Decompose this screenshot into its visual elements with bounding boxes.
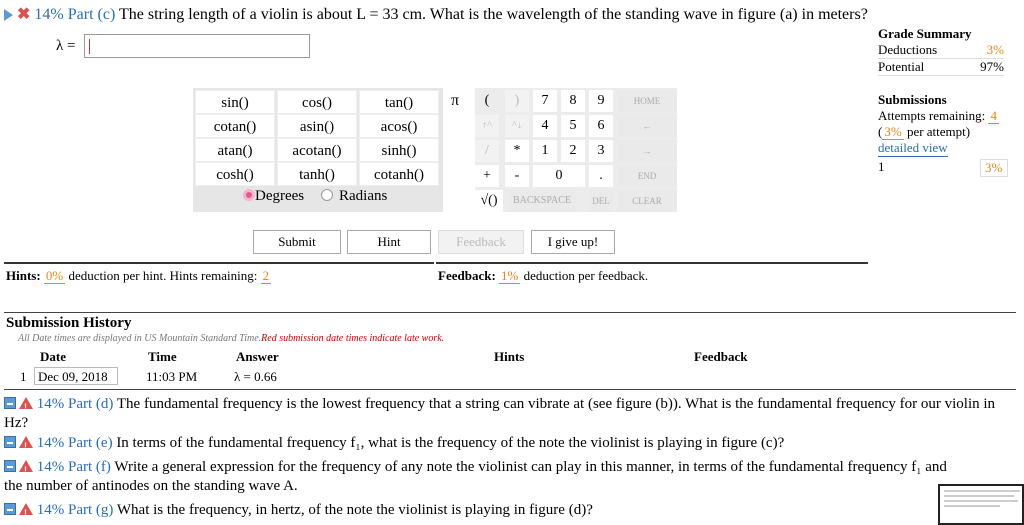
deductions-label: Deductions bbox=[878, 42, 938, 57]
row-date: Dec 09, 2018 bbox=[38, 369, 108, 384]
part-e-text: In terms of the fundamental frequency f₁, what is the frequency of the note the violinist is playing in figure (c)? bbox=[116, 435, 785, 451]
acotan-button[interactable]: acotan() bbox=[277, 138, 357, 162]
per-attempt-pct: 3% bbox=[884, 124, 902, 139]
cosh-button[interactable]: cosh() bbox=[195, 162, 275, 186]
part-question: The string length of a violin is about L = 33 cm. What is the wavelength of the standing wave in figure (a) in meters? bbox=[118, 6, 868, 23]
warning-icon bbox=[19, 436, 33, 448]
digit-6-button[interactable]: 6 bbox=[589, 115, 613, 137]
part-c-header bbox=[4, 4, 868, 24]
submission-row-pct: 3% bbox=[980, 159, 1008, 177]
acos-button[interactable]: acos() bbox=[359, 114, 439, 138]
row-number: 1 bbox=[20, 369, 27, 384]
part-g-label[interactable]: Part (g) bbox=[68, 502, 114, 518]
answer-label: λ = bbox=[56, 38, 76, 54]
text-cursor bbox=[89, 39, 90, 54]
atan-button[interactable]: atan() bbox=[195, 138, 275, 162]
col-time: Time bbox=[148, 349, 177, 364]
attempts-label: Attempts remaining: bbox=[878, 108, 986, 123]
backspace-button[interactable]: BACKSPACE bbox=[509, 190, 575, 212]
hints-remaining: 2 bbox=[262, 268, 270, 283]
hints-label: Hints: bbox=[6, 268, 41, 283]
part-e-label[interactable]: Part (e) bbox=[68, 435, 113, 451]
hints-bar bbox=[4, 262, 434, 290]
sinh-button[interactable]: sinh() bbox=[359, 138, 439, 162]
col-answer: Answer bbox=[236, 349, 279, 364]
expand-icon[interactable] bbox=[4, 503, 16, 515]
home-button[interactable]: HOME bbox=[617, 90, 677, 112]
digit-9-button[interactable]: 9 bbox=[589, 90, 613, 112]
part-e bbox=[4, 434, 1020, 453]
col-feedback: Feedback bbox=[694, 349, 748, 364]
grade-summary-title: Grade Summary bbox=[878, 26, 972, 41]
minus-button[interactable]: - bbox=[505, 165, 529, 187]
divide-button[interactable]: / bbox=[475, 140, 499, 162]
cotan-button[interactable]: cotan() bbox=[195, 114, 275, 138]
pi-button[interactable]: π bbox=[451, 92, 460, 109]
digit-7-button[interactable]: 7 bbox=[533, 90, 557, 112]
expand-icon[interactable] bbox=[4, 436, 16, 448]
tan-button[interactable]: tan() bbox=[359, 90, 439, 114]
part-percent: 14% bbox=[34, 6, 64, 23]
multiply-button[interactable]: * bbox=[505, 140, 529, 162]
digit-8-button[interactable]: 8 bbox=[561, 90, 585, 112]
up-button[interactable]: ↑^ bbox=[475, 115, 499, 137]
part-e-percent: 14% bbox=[36, 435, 65, 451]
row-time: 11:03 PM bbox=[146, 369, 198, 384]
part-g-text: What is the frequency, in hertz, of the note the violinist is playing in figure (d)? bbox=[116, 502, 593, 518]
digit-1-button[interactable]: 1 bbox=[533, 140, 557, 162]
warning-icon bbox=[19, 503, 33, 515]
open-paren-button[interactable]: ( bbox=[484, 93, 490, 108]
function-pad bbox=[193, 88, 443, 212]
warning-icon bbox=[19, 460, 33, 472]
submissions-panel: Submissions Attempts remaining: 4 ( 3% per attempt) detailed view 1 3% bbox=[878, 92, 1008, 177]
end-button[interactable]: END bbox=[617, 165, 677, 187]
deductions-value: 3% bbox=[986, 42, 1004, 57]
part-label: Part (c) bbox=[67, 6, 116, 23]
part-d-label[interactable]: Part (d) bbox=[68, 396, 114, 412]
digit-5-button[interactable]: 5 bbox=[561, 115, 585, 137]
part-g-percent: 14% bbox=[36, 502, 65, 518]
digit-2-button[interactable]: 2 bbox=[561, 140, 585, 162]
feedback-bar bbox=[436, 262, 868, 290]
potential-label: Potential bbox=[878, 59, 925, 74]
incorrect-icon: ✖ bbox=[17, 6, 31, 23]
part-d-percent: 14% bbox=[36, 396, 65, 412]
warning-icon bbox=[19, 397, 33, 409]
part-f-label[interactable]: Part (f) bbox=[68, 459, 111, 475]
digit-3-button[interactable]: 3 bbox=[589, 140, 613, 162]
right-arrow-button[interactable]: → bbox=[617, 140, 677, 162]
part-f bbox=[4, 458, 954, 496]
asin-button[interactable]: asin() bbox=[277, 114, 357, 138]
per-attempt-text: per attempt) bbox=[906, 124, 971, 139]
col-date: Date bbox=[40, 349, 66, 364]
part-f-percent: 14% bbox=[36, 459, 65, 475]
clear-button[interactable]: CLEAR bbox=[617, 190, 677, 212]
part-f-text: Write a general expression for the frequency of any note the violinist can play in this manner, in terms of the fundamental frequency f₁ and the number of antinodes on the standing wave A. bbox=[4, 459, 947, 494]
hints-pct: 0% bbox=[45, 268, 64, 283]
detailed-view-link[interactable]: detailed view bbox=[878, 140, 948, 155]
radio-unchecked-icon bbox=[321, 189, 333, 201]
del-button[interactable]: DEL bbox=[589, 190, 613, 212]
number-pad bbox=[475, 88, 677, 212]
digit-0-button[interactable]: 0 bbox=[533, 165, 585, 187]
feedback-text: deduction per feedback. bbox=[523, 268, 649, 283]
feedback-pct: 1% bbox=[501, 268, 519, 283]
potential-value: 97% bbox=[980, 59, 1004, 74]
left-arrow-button[interactable]: ← bbox=[617, 115, 677, 137]
feedback-label: Feedback: bbox=[438, 268, 496, 283]
feedback-button[interactable]: Feedback bbox=[438, 230, 524, 254]
sin-button[interactable]: sin() bbox=[195, 90, 275, 114]
col-hints: Hints bbox=[494, 349, 525, 364]
answer-input[interactable] bbox=[84, 34, 310, 58]
hints-text: deduction per hint. Hints remaining: bbox=[68, 268, 258, 283]
radio-checked-icon bbox=[243, 189, 255, 201]
submissions-title: Submissions bbox=[878, 92, 947, 107]
history-title: Submission History bbox=[6, 315, 132, 331]
cotanh-button[interactable]: cotanh() bbox=[359, 162, 439, 186]
part-g bbox=[4, 501, 934, 520]
expand-icon[interactable] bbox=[4, 397, 16, 409]
degrees-option[interactable]: Degrees bbox=[243, 188, 304, 205]
decimal-button[interactable]: . bbox=[589, 165, 613, 187]
play-icon[interactable] bbox=[4, 9, 13, 21]
down-button[interactable]: ^↓ bbox=[505, 115, 529, 137]
page-thumbnail[interactable] bbox=[938, 484, 1024, 525]
attempts-value: 4 bbox=[990, 108, 997, 123]
digit-4-button[interactable]: 4 bbox=[533, 115, 557, 137]
submission-history bbox=[4, 312, 1016, 390]
history-note: All Date times are displayed in US Mountain Standard Time.Red submission date times indicate late work. bbox=[18, 333, 445, 344]
grade-summary bbox=[878, 26, 1004, 76]
part-d-text: The fundamental frequency is the lowest frequency that a string can vibrate at (see figure (b)). What is the fundamental frequency for our violin in Hz? bbox=[4, 396, 996, 431]
cos-button[interactable]: cos() bbox=[277, 90, 357, 114]
sqrt-button[interactable]: √() bbox=[475, 190, 503, 212]
submission-row-number: 1 bbox=[878, 159, 885, 174]
plus-button[interactable]: + bbox=[475, 165, 499, 187]
give-up-button[interactable]: I give up! bbox=[531, 230, 615, 254]
close-paren-button[interactable]: ) bbox=[505, 90, 529, 112]
submit-button[interactable]: Submit bbox=[253, 230, 341, 254]
expand-icon[interactable] bbox=[4, 460, 16, 472]
radians-option[interactable]: Radians bbox=[321, 188, 387, 205]
part-d bbox=[4, 395, 1020, 433]
row-answer: λ = 0.66 bbox=[234, 369, 277, 384]
tanh-button[interactable]: tanh() bbox=[277, 162, 357, 186]
hint-button[interactable]: Hint bbox=[347, 230, 431, 254]
